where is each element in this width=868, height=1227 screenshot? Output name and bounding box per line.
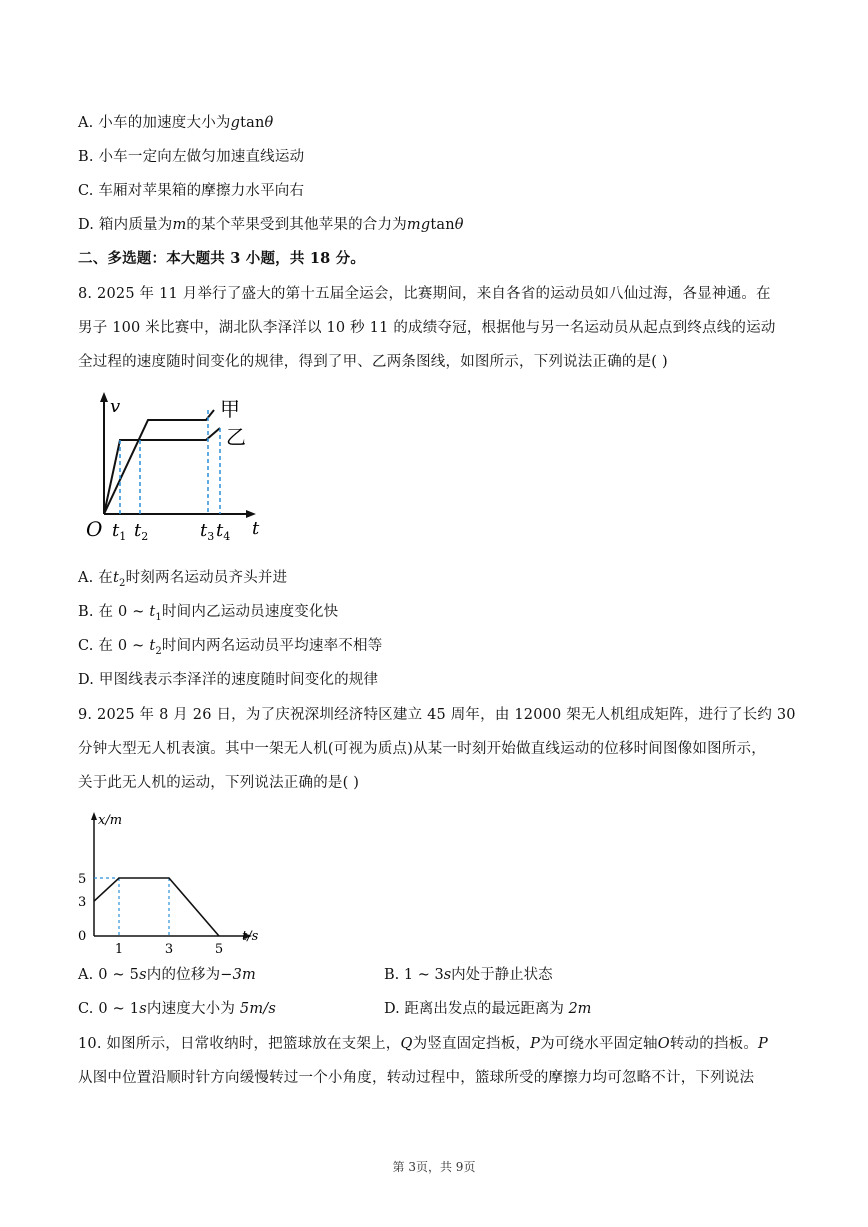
q8-velocity-graph (80, 390, 280, 550)
q8-option-a: A. 在$t_2$时刻两名运动员齐头并进 (78, 570, 288, 589)
tick-t4: $t_4$ (216, 520, 231, 543)
q7-option-b: B. 小车一定向左做匀加速直线运动 (78, 149, 305, 165)
series-yi-line (104, 428, 220, 514)
q7-option-d: D. 箱内质量为m的某个苹果受到其他苹果的合力为mgtanθ (78, 217, 464, 233)
q8-stem-line3: 全过程的速度随时间变化的规律，得到了甲、乙两条图线，如图所示，下列说法正确的是( ) (78, 354, 668, 370)
y-axis-label: v (110, 396, 121, 417)
series-jia-label: 甲 (220, 397, 240, 421)
x-tick-1: 1 (114, 942, 124, 957)
q9-option-c: C. 0 ~ 1s内速度大小为 5m/s (78, 1001, 276, 1017)
q10-stem-line2: 从图中位置沿顺时针方向缓慢转过一个小角度，转动过程中，篮球所受的摩擦力均可忽略不计，下列说法 (78, 1070, 755, 1086)
y-tick-0: 0 (78, 929, 87, 944)
page-footer: 第 3页，共 9页 (392, 1160, 476, 1174)
y-axis-label: x/m (98, 813, 123, 828)
origin-label: O (86, 517, 103, 541)
q9-stem-line3: 关于此无人机的运动，下列说法正确的是( ) (78, 775, 360, 791)
q8-stem-line1: 8. 2025 年 11 月举行了盛大的第十五届全运会，比赛期间，来自各省的运动员如八仙过海，各显神通。在 (78, 286, 771, 302)
x-tick-5: 5 (214, 942, 224, 957)
x-tick-3: 3 (164, 942, 174, 957)
q9-option-a: A. 0 ~ 5s内的位移为−3m (78, 967, 256, 983)
q7-option-c: C. 车厢对苹果箱的摩擦力水平向右 (78, 183, 305, 199)
tick-t3: $t_3$ (200, 520, 215, 543)
q8-stem-line2: 男子 100 米比赛中，湖北队李泽洋以 10 秒 11 的成绩夺冠，根据他与另一名运动员从起点到终点线的运动 (78, 320, 776, 336)
q9-series-line (94, 878, 219, 936)
q7-option-a: A. 小车的加速度大小为gtanθ (78, 115, 274, 131)
q10-stem-line1: 10. 如图所示，日常收纳时，把篮球放在支架上，Q为竖直固定挡板，P为可绕水平固定轴O转动的挡板。P (78, 1036, 769, 1052)
section-title: 二、多选题：本大题共 3 小题，共 18 分。 (78, 250, 366, 267)
y-tick-5: 5 (78, 872, 87, 887)
x-axis-arrow (246, 510, 256, 518)
y-tick-3: 3 (78, 895, 87, 911)
q9-option-b: B. 1 ~ 3s内处于静止状态 (384, 967, 553, 983)
tick-t2: $t_2$ (134, 520, 149, 543)
q8-option-d: D. 甲图线表示李泽洋的速度随时间变化的规律 (78, 672, 379, 688)
tick-t1: $t_1$ (112, 520, 127, 543)
q9-option-d: D. 距离出发点的最远距离为 2m (384, 1001, 592, 1017)
series-yi-label: 乙 (226, 425, 246, 449)
x-axis-label: t/s (242, 929, 259, 944)
y-axis-arrow (91, 812, 97, 820)
x-axis-label: t (252, 518, 260, 539)
q8-option-c: C. 在 0 ~ $t_2$时间内两名运动员平均速率不相等 (78, 638, 383, 657)
q9-stem-line1: 9. 2025 年 8 月 26 日，为了庆祝深圳经济特区建立 45 周年，由 12000 架无人机组成矩阵，进行了长约 30 (78, 707, 796, 723)
q9-displacement-graph (70, 808, 300, 958)
q8-option-b: B. 在 0 ~ $t_1$时间内乙运动员速度变化快 (78, 604, 339, 623)
q9-stem-line2: 分钟大型无人机表演。其中一架无人机(可视为质点)从某一时刻开始做直线运动的位移时间图像如图所示， (78, 741, 766, 757)
y-axis-arrow (100, 392, 108, 402)
